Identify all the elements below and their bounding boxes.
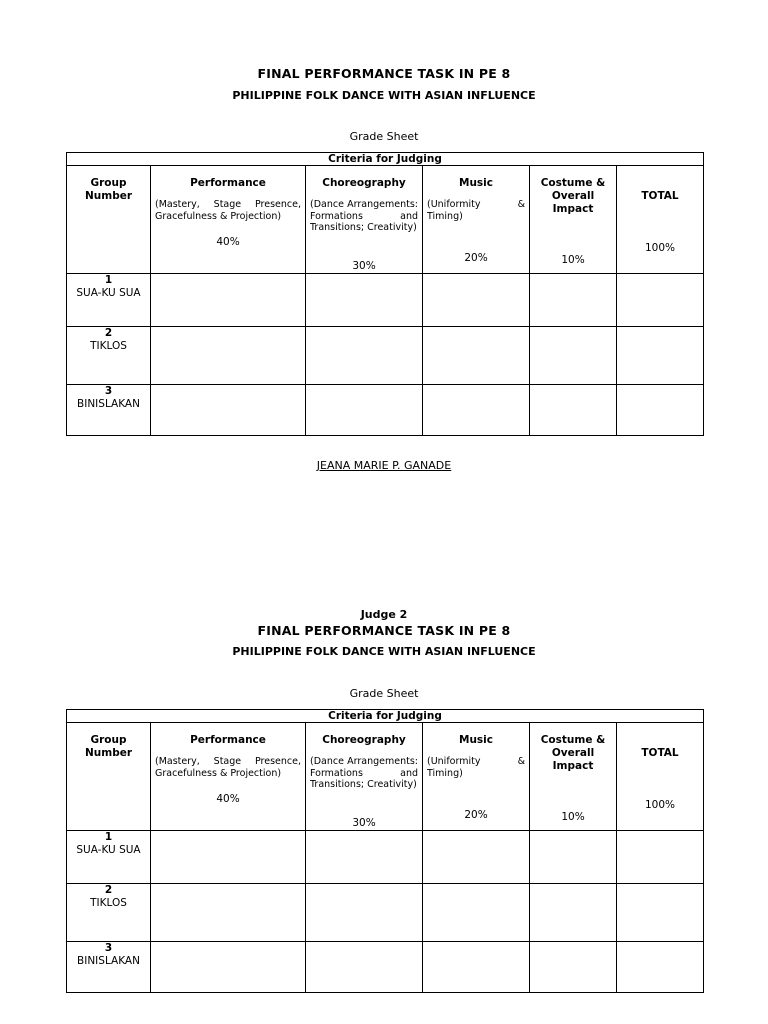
col-choreography bbox=[306, 723, 423, 831]
score-cell[interactable] bbox=[306, 327, 423, 385]
choreography-desc: (Dance Arrangements: Formations and Transitions; Creativity) bbox=[310, 756, 418, 790]
costume-pct: 10% bbox=[561, 811, 585, 823]
score-cell[interactable] bbox=[423, 274, 530, 327]
total-label: TOTAL bbox=[641, 747, 679, 759]
group-number: 2 bbox=[104, 327, 113, 339]
total-cell[interactable] bbox=[617, 274, 704, 327]
score-cell[interactable] bbox=[306, 385, 423, 436]
group-name: TIKLOS bbox=[90, 897, 127, 909]
performance-label: Performance bbox=[190, 734, 266, 746]
music-label: Music bbox=[459, 177, 493, 189]
group-cell bbox=[67, 942, 151, 993]
performance-desc: (Mastery, Stage Presence, Gracefulness & Projection) bbox=[155, 199, 301, 222]
choreography-pct: 30% bbox=[352, 260, 376, 272]
costume-label: Costume & Overall Impact bbox=[540, 177, 606, 215]
score-cell[interactable] bbox=[423, 831, 530, 884]
music-label: Music bbox=[459, 734, 493, 746]
judge-name: JEANA MARIE P. GANADE bbox=[316, 459, 452, 472]
group-number: 3 bbox=[104, 385, 113, 397]
group-cell bbox=[67, 327, 151, 385]
costume-label: Costume & Overall Impact bbox=[540, 734, 606, 772]
col-group-label: Group Number bbox=[84, 734, 133, 759]
group-name: BINISLAKAN bbox=[77, 955, 140, 967]
table-row bbox=[67, 831, 704, 884]
col-choreography bbox=[306, 166, 423, 274]
doc-subtitle: PHILIPPINE FOLK DANCE WITH ASIAN INFLUENCE bbox=[232, 645, 536, 658]
score-cell[interactable] bbox=[306, 884, 423, 942]
table-row bbox=[67, 385, 704, 436]
score-cell[interactable] bbox=[151, 942, 306, 993]
col-group-label: Group Number bbox=[84, 177, 133, 202]
group-cell bbox=[67, 831, 151, 884]
choreography-label: Choreography bbox=[322, 177, 406, 189]
col-music bbox=[423, 723, 530, 831]
total-cell[interactable] bbox=[617, 327, 704, 385]
group-number: 1 bbox=[104, 831, 113, 843]
table-row bbox=[67, 884, 704, 942]
total-pct: 100% bbox=[644, 799, 676, 811]
col-costume bbox=[530, 723, 617, 831]
col-music bbox=[423, 166, 530, 274]
group-number: 1 bbox=[104, 274, 113, 286]
group-cell bbox=[67, 884, 151, 942]
total-pct: 100% bbox=[644, 242, 676, 254]
group-name: TIKLOS bbox=[90, 340, 127, 352]
col-total bbox=[617, 166, 704, 274]
doc-title: FINAL PERFORMANCE TASK IN PE 8 bbox=[257, 66, 511, 81]
performance-pct: 40% bbox=[216, 236, 240, 248]
group-name: BINISLAKAN bbox=[77, 398, 140, 410]
criteria-header: Criteria for Judging bbox=[67, 153, 704, 166]
group-number: 3 bbox=[104, 942, 113, 954]
performance-pct: 40% bbox=[216, 793, 240, 805]
total-cell[interactable] bbox=[617, 942, 704, 993]
score-cell[interactable] bbox=[306, 274, 423, 327]
judge-label: Judge 2 bbox=[360, 608, 408, 621]
judge-signature bbox=[0, 459, 768, 472]
table-row bbox=[67, 327, 704, 385]
doc-title: FINAL PERFORMANCE TASK IN PE 8 bbox=[257, 623, 511, 638]
total-cell[interactable] bbox=[617, 884, 704, 942]
score-cell[interactable] bbox=[423, 884, 530, 942]
choreography-desc: (Dance Arrangements: Formations and Transitions; Creativity) bbox=[310, 199, 418, 233]
score-cell[interactable] bbox=[530, 831, 617, 884]
score-cell[interactable] bbox=[423, 942, 530, 993]
score-cell[interactable] bbox=[151, 884, 306, 942]
score-cell[interactable] bbox=[151, 385, 306, 436]
score-cell[interactable] bbox=[530, 884, 617, 942]
group-cell bbox=[67, 385, 151, 436]
score-cell[interactable] bbox=[530, 385, 617, 436]
score-cell[interactable] bbox=[423, 327, 530, 385]
score-cell[interactable] bbox=[151, 327, 306, 385]
table-row bbox=[67, 274, 704, 327]
col-costume bbox=[530, 166, 617, 274]
total-label: TOTAL bbox=[641, 190, 679, 202]
choreography-label: Choreography bbox=[322, 734, 406, 746]
table-row bbox=[67, 942, 704, 993]
criteria-header: Criteria for Judging bbox=[67, 710, 704, 723]
group-cell bbox=[67, 274, 151, 327]
group-name: SUA-KU SUA bbox=[76, 287, 141, 299]
music-pct: 20% bbox=[464, 252, 488, 264]
score-cell[interactable] bbox=[530, 942, 617, 993]
performance-desc: (Mastery, Stage Presence, Gracefulness & Projection) bbox=[155, 756, 301, 779]
group-name: SUA-KU SUA bbox=[76, 844, 141, 856]
col-group-number bbox=[67, 166, 151, 274]
score-cell[interactable] bbox=[306, 942, 423, 993]
performance-label: Performance bbox=[190, 177, 266, 189]
choreography-pct: 30% bbox=[352, 817, 376, 829]
score-cell[interactable] bbox=[306, 831, 423, 884]
music-desc: (Uniformity & Timing) bbox=[427, 756, 525, 779]
total-cell[interactable] bbox=[617, 385, 704, 436]
score-cell[interactable] bbox=[151, 274, 306, 327]
col-performance bbox=[151, 723, 306, 831]
doc-subtitle: PHILIPPINE FOLK DANCE WITH ASIAN INFLUENCE bbox=[232, 89, 536, 102]
score-cell[interactable] bbox=[151, 831, 306, 884]
score-cell[interactable] bbox=[530, 327, 617, 385]
criteria-table bbox=[66, 709, 704, 993]
score-cell[interactable] bbox=[530, 274, 617, 327]
music-desc: (Uniformity & Timing) bbox=[427, 199, 525, 222]
col-performance bbox=[151, 166, 306, 274]
score-cell[interactable] bbox=[423, 385, 530, 436]
col-total bbox=[617, 723, 704, 831]
total-cell[interactable] bbox=[617, 831, 704, 884]
criteria-table bbox=[66, 152, 704, 436]
music-pct: 20% bbox=[464, 809, 488, 821]
grade-sheet-label: Grade Sheet bbox=[349, 687, 419, 700]
costume-pct: 10% bbox=[561, 254, 585, 266]
col-group-number bbox=[67, 723, 151, 831]
group-number: 2 bbox=[104, 884, 113, 896]
grade-sheet-label: Grade Sheet bbox=[349, 130, 419, 143]
